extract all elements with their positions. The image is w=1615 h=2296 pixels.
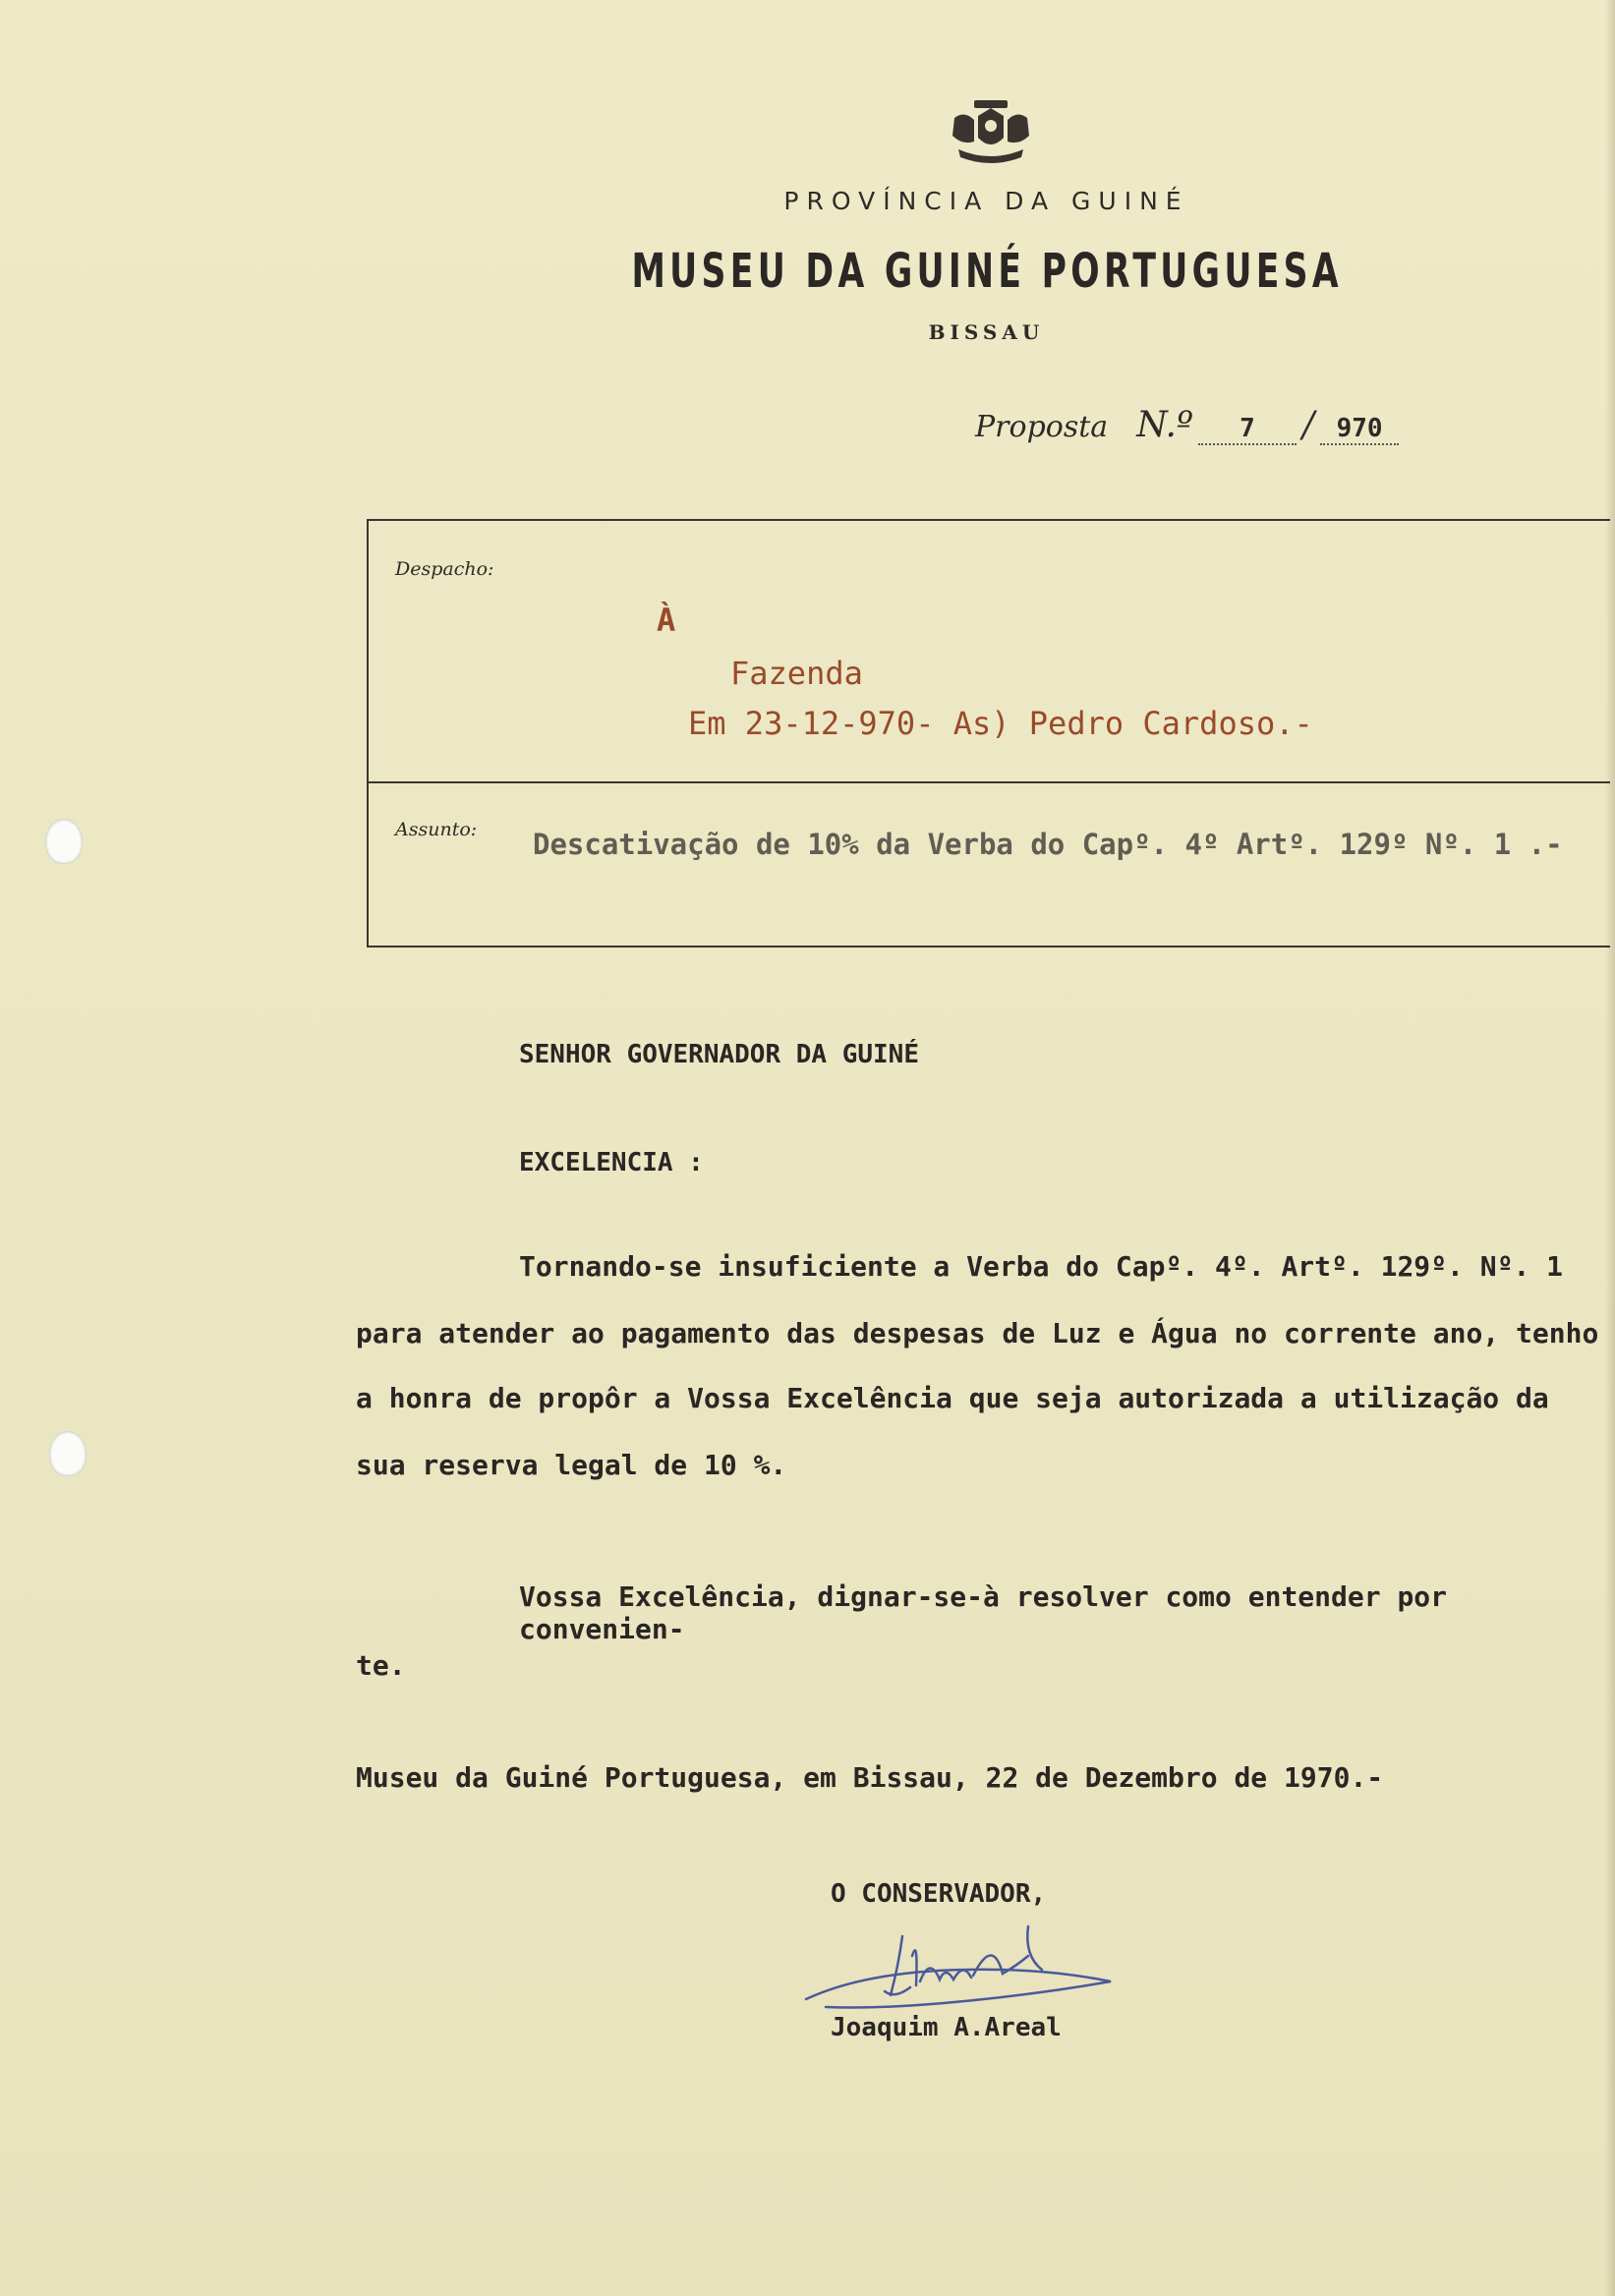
paragraph1-line2: para atender ao pagamento das despesas de Luz e Água no corrente ano, tenho — [356, 1317, 1599, 1349]
paragraph1-line3: a honra de propôr a Vossa Excelência que seja autorizada a utilização da — [356, 1382, 1549, 1414]
despacho-label: Despacho: — [395, 558, 494, 580]
separator-slash: / — [1301, 405, 1315, 445]
despacho-addressee: À — [657, 602, 676, 639]
province-heading: PROVÍNCIA DA GUINÉ — [783, 187, 1189, 215]
paragraph1-line1: Tornando-se insuficiente a Verba do Capº. 4º. Artº. 129º. Nº. 1 — [519, 1250, 1564, 1283]
punch-hole-top — [45, 819, 83, 864]
number-label: N.º — [1136, 405, 1193, 445]
paragraph2-line2: te. — [356, 1649, 406, 1682]
coat-of-arms-icon — [945, 98, 1037, 167]
box-bottom-line — [367, 946, 1610, 947]
addressee: SENHOR GOVERNADOR DA GUINÉ — [519, 1040, 919, 1069]
handwritten-signature — [796, 1897, 1130, 2025]
despacho-date-signer: Em 23-12-970- As) Pedro Cardoso.- — [688, 705, 1313, 742]
assunto-label: Assunto: — [395, 819, 478, 840]
page-edge-shadow — [1605, 0, 1615, 2296]
proposal-number-value: 7 — [1198, 414, 1297, 445]
signer-title: O CONSERVADOR, — [831, 1879, 1047, 1909]
salutation: EXCELENCIA : — [519, 1148, 704, 1177]
paragraph1-line4: sua reserva legal de 10 %. — [356, 1449, 787, 1481]
box-top-line — [367, 519, 1610, 521]
place-and-date: Museu da Guiné Portuguesa, em Bissau, 22 de Dezembro de 1970.- — [356, 1761, 1384, 1794]
museum-heading: MUSEU DA GUINÉ PORTUGUESA — [631, 244, 1343, 299]
proposal-label: Proposta — [975, 410, 1109, 444]
punch-hole-bottom — [49, 1431, 87, 1476]
city-heading: BISSAU — [928, 320, 1045, 344]
box-middle-line — [367, 781, 1610, 783]
proposal-year-value: 970 — [1320, 414, 1399, 445]
proposal-number — [975, 405, 1399, 445]
signer-name: Joaquim A.Areal — [831, 2013, 1062, 2042]
despacho-department: Fazenda — [730, 655, 863, 692]
paragraph2-line1: Vossa Excelência, dignar-se-à resolver como entender por convenien- — [519, 1580, 1448, 1645]
assunto-text: Descativação de 10% da Verba do Capº. 4º Artº. 129º Nº. 1 .- — [533, 828, 1563, 861]
